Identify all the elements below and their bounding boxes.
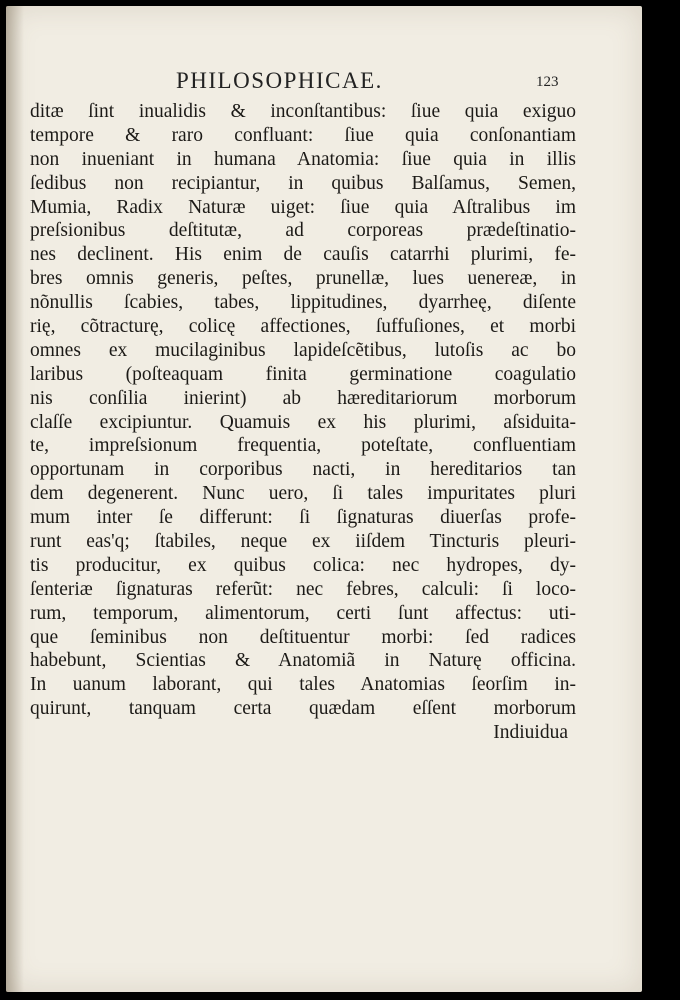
text-line: omnes ex mucilaginibus lapideſcẽtibus, lutoſis ac bo (30, 339, 576, 361)
body-text (30, 100, 576, 745)
text-line: laribus (poſteaquam finita germinatione coagulatio (30, 363, 576, 385)
text-line: dem degenerent. Nunc uero, ſi tales impuritates pluri (30, 483, 576, 505)
text-line: tis producitur, ex quibus colica: nec hydropes, dy- (30, 554, 576, 576)
text-line: ſenteriæ ſignaturas referũt: nec febres, calculi: ſi loco- (30, 578, 576, 600)
text-line: que ſeminibus non deſtituentur morbi: ſed radices (30, 626, 576, 648)
page-gutter-shadow (6, 6, 24, 992)
text-line: te, impreſsionum frequentia, poteſtate, confluentiam (30, 435, 576, 457)
text-line: rię, cõtracturę, colicę affectiones, ſuffuſiones, et morbi (30, 316, 576, 338)
book-page (6, 6, 642, 992)
text-line: preſsionibus deſtitutæ, ad corporeas prædeſtinatio- (30, 220, 576, 242)
text-line: nõnullis ſcabies, tabes, lippitudines, dyarrheę, diſente (30, 292, 576, 314)
catchword: Indiuidua (493, 722, 568, 744)
text-line: Mumia, Radix Naturæ uiget: ſiue quia Aſtralibus im (30, 196, 576, 218)
text-line: runt eas'q; ſtabiles, neque ex iiſdem Tincturis pleuri- (30, 531, 576, 553)
text-line: ditæ ſint inualidis & inconſtantibus: ſiue quia exiguo (30, 101, 576, 122)
text-line: claſſe excipiuntur. Quamuis ex his plurimi, aſsiduita- (30, 411, 576, 433)
text-line: nis conſilia inierint) ab hæreditariorum morborum (30, 387, 576, 409)
running-head (6, 68, 642, 98)
text-line: tempore & raro confluant: ſiue quia conſonantiam (30, 124, 576, 146)
text-line: quirunt, tanquam certa quædam eſſent morborum (30, 698, 576, 720)
page-number: 123 (536, 74, 559, 90)
text-line: In uanum laborant, qui tales Anatomias ſeorſim in- (30, 674, 576, 696)
text-line: non inueniant in humana Anatomia: ſiue quia in illis (30, 148, 576, 170)
text-line: nes declinent. His enim de cauſis catarrhi plurimi, fe- (30, 244, 576, 266)
text-line: bres omnis generis, peſtes, prunellæ, lues uenereæ, in (30, 268, 576, 290)
text-line: opportunam in corporibus nacti, in hereditarios tan (30, 459, 576, 481)
text-line: habebunt, Scientias & Anatomiã in Naturę officina. (30, 650, 576, 672)
text-line: mum inter ſe differunt: ſi ſignaturas diuerſas profe- (30, 507, 576, 529)
running-head-title: PHILOSOPHICAE. (176, 68, 383, 93)
text-line: ſedibus non recipiantur, in quibus Balſamus, Semen, (30, 172, 576, 194)
text-line: rum, temporum, alimentorum, certi ſunt affectus: uti- (30, 602, 576, 624)
